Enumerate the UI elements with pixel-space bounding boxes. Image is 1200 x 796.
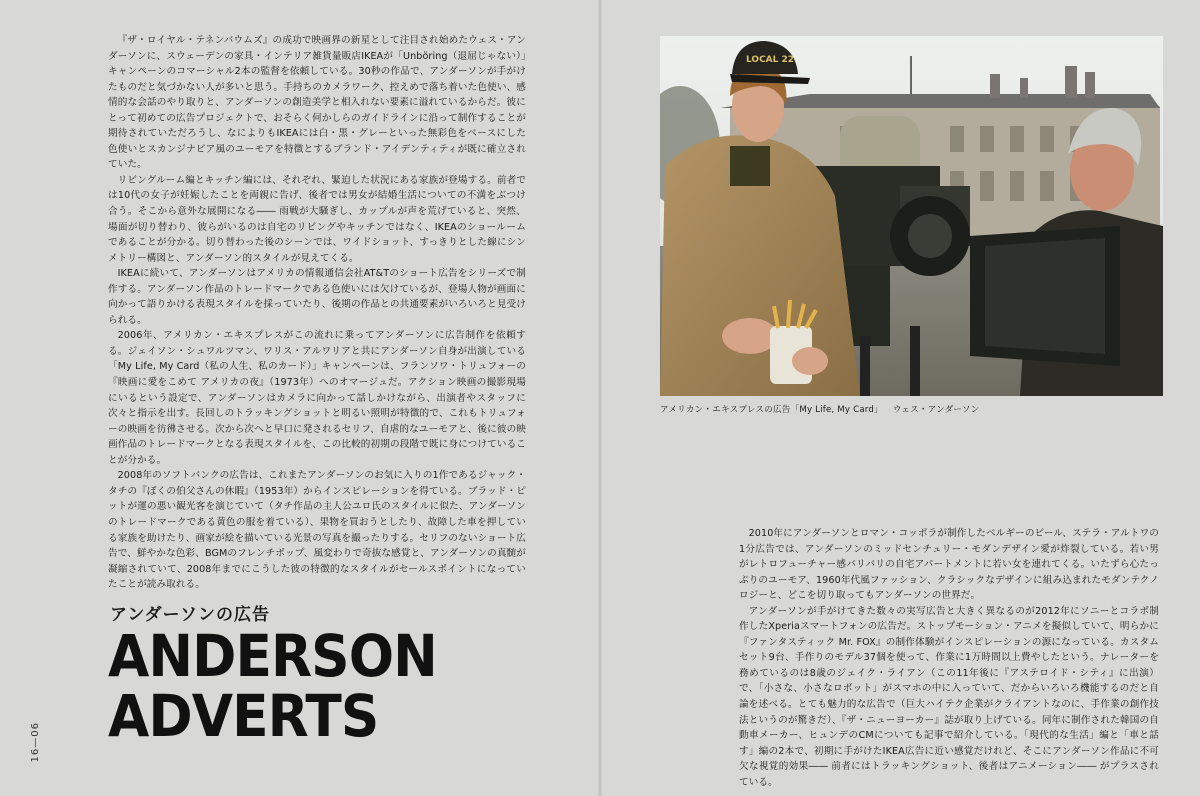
cap-text: LOCAL 22 — [746, 55, 795, 65]
right-paragraph-1: 2010年にアンダーソンとロマン・コッポラが制作したベルギーのビール、ステラ・アルトワの1分広告では、アンダーソンのミッドセンチュリー・モダンデザイン愛が炸裂している。若い男がレトロフューチャー感バリバリの自宅アパートメントに若い女を連れてくる。いたずら心たっぷりのユーモア、1960年代風ファッション、クラシックなデザインに組み込まれたモダンテクノロジーと、どこを切り取ってもアンダーソンの世界だ。 — [739, 528, 1159, 602]
left-paragraph-1: 『ザ・ロイヤル・テネンバウムズ』の成功で映画界の新星として注目され始めたウェス・アンダーソンに、スウェーデンの家具・インテリア雑貨量販店IKEAが「Unböring（退屈じゃない）」キャンペーンのコマーシャル2本の監督を依頼している。30秒の作品で、アンダーソンが手がけたものだと気づかない人が多いと思う。手持ちのカメラワーク、控えめで落ち着いた色使い、感情的な会話のやり取りと、アンダーソンの創造美学と相入れない要素に溢れているからだ。彼にとって初めての広告プロジェクトで、おそらく何かしらのガイドラインに沿って制作することが期待されていただろうし、なによりもIKEAには白・黒・グレーといった無彩色をベースにした色使いとスカンジナビア風のユーモアを特徴とするブランド・アイデンティティが既に確立されていた。 — [108, 35, 526, 171]
left-article-column — [108, 33, 526, 593]
page-number: 16—06 — [30, 722, 41, 763]
left-paragraph-2: リビングルーム編とキッチン編には、それぞれ、緊迫した状況にある家族が登場する。前者では10代の女子が妊娠したことを両親に告げ、後者では男女が結婚生活についての不満をぶつけ合う。そこから意外な展開になる―― 雨戦が大騒ぎし、カップルが声を荒げていると、突然、場面が切り替わり、彼らがいるのは自宅のリビングやキッチンではなく、IKEAのショールームであることが分かる。切り替わった後のシーンでは、ワイドショット、すっきりとした線にシンメトリー構図と、アンダーソン的スタイルが見えてくる。 — [108, 174, 526, 264]
left-paragraph-3: IKEAに続いて、アンダーソンはアメリカの情報通信会社AT&Tのショート広告をシリーズで制作する。アンダーソン作品のトレードマークである色使いには欠けているが、登場人物が画面に向かって語りかける表現スタイルを採っていたり、後期の作品との共通要素がいろいろと見受けられる。 — [108, 268, 526, 326]
section-heading-japanese: アンダーソンの広告 — [110, 605, 270, 625]
photo-caption — [660, 403, 1163, 415]
left-paragraph-4: 2006年、アメリカン・エキスプレスがこの流れに乗ってアンダーソンに広告制作を依頼する。ジェイソン・シュワルツマン、ワリス・アルワリアと共にアンダーソン自身が出演している「My Life, My Card（私の人生、私のカード）」キャンペーンは、フランソワ・トリュフォーの『映画に愛をこめて アメリカの夜』（1973年）へのオマージュだ。アクション映画の撮影現場にいるという設定で、アンダーソンはカメラに向かって話しかけながら、出演者やスタッフに次々と指示を出す。長回しのトラッキングショットと明るい照明が特徴的で、これもトリュフォーの映画を彷彿させる。次から次へと早口に発されるセリフ、自虐的なユーモアと、後に彼の映画作品のトレードマークとなる表現スタイルを、この比較的初期の段階で既に身につけていることが分かる。 — [108, 330, 526, 466]
right-paragraph-2: アンダーソンが手がけてきた数々の実写広告と大きく異なるのが2012年にソニーとコラボ制作したXperiaスマートフォンの広告だ。ストップモーション・アニメを擬似していて、明らかに『ファンタスティック Mr. FOX』の制作体験がインスピレーションの源になっている。カスタムセット9台、手作りのモデル37個を使って、作業に1万時間以上費やしたという。ナレーターを務めているのは8歳のジェイク・ライアン（この11年後に『アステロイド・シティ』に出演）で、「小さな、小さなロボット」がスマホの中に入っていて、だからいろいろ機能するのだと自論を述べる。とても魅力的な広告で（巨大ハイテク企業がクライアントなのに、手作業の創作技法というのが驚きだ）、『ザ・ニューヨーカー』誌が取り上げている。同年に制作された韓国の自動車メーカー、ヒュンデのCMについても記事で紹介している。「現代的な生活」編と「車と話す」編の2本で、初期に手がけたIKEA広告に近い感覚だけれど、そこにアンダーソン作品に不可欠な視覚的効果―― 前者にはトラッキングショット、後者はアニメーション―― がプラスされている。 — [739, 605, 1159, 788]
right-page — [602, 0, 1200, 796]
film-set-photo — [660, 36, 1163, 396]
heading-line-1: ANDERSON — [108, 622, 437, 690]
section-heading-english — [108, 622, 437, 750]
caption-credit: ウェス・アンダーソン — [892, 405, 980, 415]
caption-text: アメリカン・エキスプレスの広告「My Life, My Card」 — [660, 405, 883, 415]
left-paragraph-5: 2008年のソフトバンクの広告は、これまたアンダーソンのお気に入りの1作であるジャック・タチの『ぼくの伯父さんの休暇』（1953年）からインスピレーションを得ている。ブラッド・ピットが運の悪い観光客を演じていて（タチ作品の主人公ユロ氏のスタイルに似た、アンダーソンのトレードマークである黄色の服を着ている）、果物を買おうとしたり、故障した車を押している家族を助けたり、画家が絵を描いている光景の写真を撮ったりする。セリフのないショート広告で、鮮やかな色彩、BGMのフレンチポップ、風変わりで奇抜な感覚と、アンダーソンの真髄が凝縮されていて、2008年までにこうした彼の特徴的なスタイルがセールスポイントになっていたことが読み取れる。 — [108, 470, 526, 591]
right-article-column — [739, 526, 1159, 790]
heading-line-2: ADVERTS — [108, 682, 379, 750]
